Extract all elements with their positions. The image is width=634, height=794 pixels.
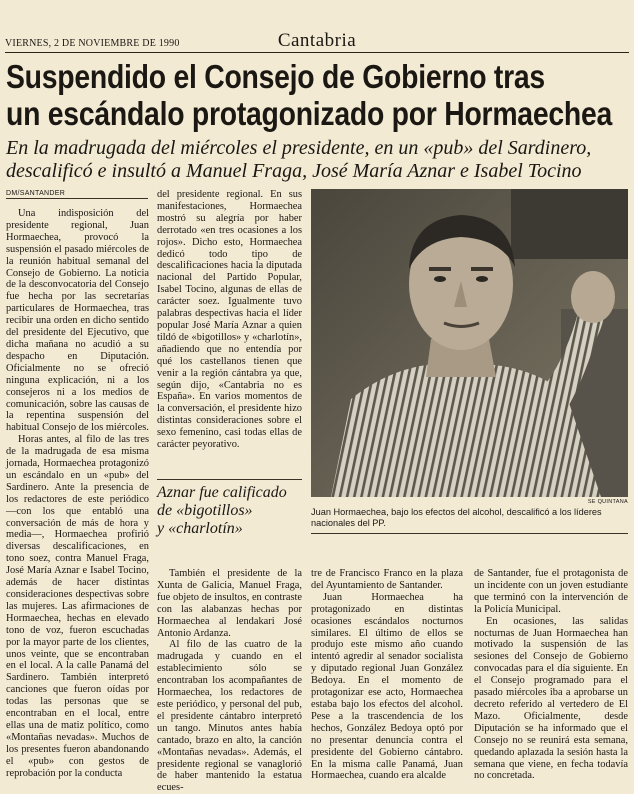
subheading-kicker: [157, 479, 302, 538]
paragraph: Juan Hormaechea ha protagonizado en distintas ocasiones escándalos nocturnos similares. El último de ellos se produjo este mismo año cuando intentó agredir al senador socialista y diputado regional Juan González Bedoya. En el momento de protagonizar ese acto, Hormaechea estaba bajo los efectos del alcohol. Pese a la trascendencia de los hechos, González Bedoya optó por no presentar denuncia contra el presidente del Gobierno cántabro. En la misma calle Panamá, Juan Hormaechea, cuando era alcalde: [311, 591, 463, 782]
kicker-line-3: y «charlotín»: [157, 520, 243, 537]
subheadline: En la madrugada del miércoles el presidente, en un «pub» del Sardinero, descalificó e insultó a Manuel Fraga, José María Aznar e Isabel Tocino: [6, 137, 592, 182]
section-title: Cantabria: [277, 30, 357, 51]
issue-date: VIERNES, 2 DE NOVIEMBRE DE 1990: [5, 38, 180, 49]
photo-caption: Juan Hormaechea, bajo los efectos del alcohol, descalificó a los líderes nacionales del PP.: [311, 507, 602, 528]
paragraph: Una indisposición del presidente regional, Juan Hormaechea, provocó la suspensión el pasado miércoles de la reunión habitual semanal del Consejo de Gobierno. La noticia de la desconvocatoria del Consejo fue hecha por las secretarías particulares de Hormaechea, tras recibir una orden en dicho sentido del presidente del Ejecutivo, que dicha mañana no acudió a su despacho en Diputación. Oficialmente no se ofreció ninguna explicación, ni a los consejeros ni a los medios de comunicación, sobre las causas de la repentina suspensión del habitual Consejo de los miércoles.: [6, 208, 149, 434]
column-1: [6, 208, 149, 780]
kicker-line-1: Aznar fue calificado: [157, 484, 287, 501]
paragraph: Horas antes, al filo de las tres de la madrugada de esa misma jornada, Hormaechea protagonizó un escándalo en un «pub» del Sardinero. Ante la presencia de los redactores de este periódico —con los que entabló una conversación de más de hora y media—, Hormaechea profirió diversas descalificaciones, en tono soez, contra Manuel Fraga, José María Aznar e Isabel Tocino, además de hacer distintas consideraciones despectivas sobre las mujeres. Las afirmaciones de Hormaechea, hechas en elevado tono de voz, fueron escuchadas por la mayor parte de los clientes, unos veinte, que se encontraban en el local. A la calle Panamá del Sardinero. También interpretó canciones que fueron oídas por todas las personas que se encontraban en el local, entre ellas una de matiz político, como «Montañas nevadas». Muchos de los presentes fueron abandonando el «pub» con gestos de reprobación por la conducta: [6, 434, 149, 779]
header-rule: [5, 52, 629, 53]
column-3: [311, 568, 463, 782]
photo-credit: SE QUINTANA: [587, 499, 628, 505]
caption-rule: [311, 533, 628, 534]
headline-line-2: un escándalo protagonizado por Hormaechea: [6, 95, 613, 132]
paragraph: tre de Francisco Franco en la plaza del Ayuntamiento de Santander.: [311, 568, 463, 591]
paragraph: Al filo de las cuatro de la madrugada y cuando en el establecimiento sólo se encontraban los acompañantes de Hormaechea, los redactores de este periódico, y personal del pub, el presidente cántabro interpretó un tango. Minutos antes había cantado, brazo en alto, la canción «Montañas nevadas». Además, el presidente regional se vanaglorió de haber mantenido la estatua ecues-: [157, 639, 302, 794]
kicker-line-2: de «bigotillos»: [157, 502, 253, 519]
column-2-lower: [157, 568, 302, 794]
portrait-photo-illustration: [311, 189, 628, 497]
paragraph: También el presidente de la Xunta de Galicia, Manuel Fraga, fue objeto de insultos, en contraste con las alabanzas hechas por Hormaechea al lendakari José Antonio Ardanza.: [157, 568, 302, 639]
headline: [6, 58, 613, 132]
paragraph: En ocasiones, las salidas nocturnas de Juan Hormaechea han motivado la suspensión de las sesiones del Consejo de Gobierno convocadas para el día siguiente. En el Consejo programado para el pasado miércoles iba a aprobarse un decreto referido al vertedero de El Mazo. Oficialmente, desde Diputación se ha informado que el Consejo no se reunirá esta semana, quedando aplazada la sesión hasta la semana que viene, en fecha todavía no concretada.: [474, 615, 628, 782]
paragraph: del presidente regional. En sus manifestaciones, Hormaechea mostró su alegría por haber derrotado «en tres ocasiones a los rojos». Dicho esto, Hormaechea dedicó todo tipo de descalificaciones hacia la diputada nacional del Partido Popular, Isabel Tocino, algunas de ellas de carácter soez. Igualmente tuvo palabras despectivas hacia el líder popular José María Aznar a quien tildó de «bigotillos» y «charlotín», añadiendo que no entendía por qué los castellanos tienen que venir a la región cántabra ya que, según dijo, «Cantabria no es España». En varios momentos de la conversación, el presidente hizo distintas consideraciones sobre el sexo femenino, casi todas ellas de carácter peyorativo.: [157, 189, 302, 451]
news-photo: [311, 189, 628, 497]
page-header: [5, 30, 629, 52]
headline-line-1: Suspendido el Consejo de Gobierno tras: [6, 58, 545, 95]
byline: DM/SANTANDER: [6, 190, 148, 199]
column-4: [474, 568, 628, 782]
column-2: [157, 189, 302, 451]
paragraph: de Santander, fue el protagonista de un incidente con un joven estudiante que terminó con la intervención de la Policía Municipal.: [474, 568, 628, 615]
